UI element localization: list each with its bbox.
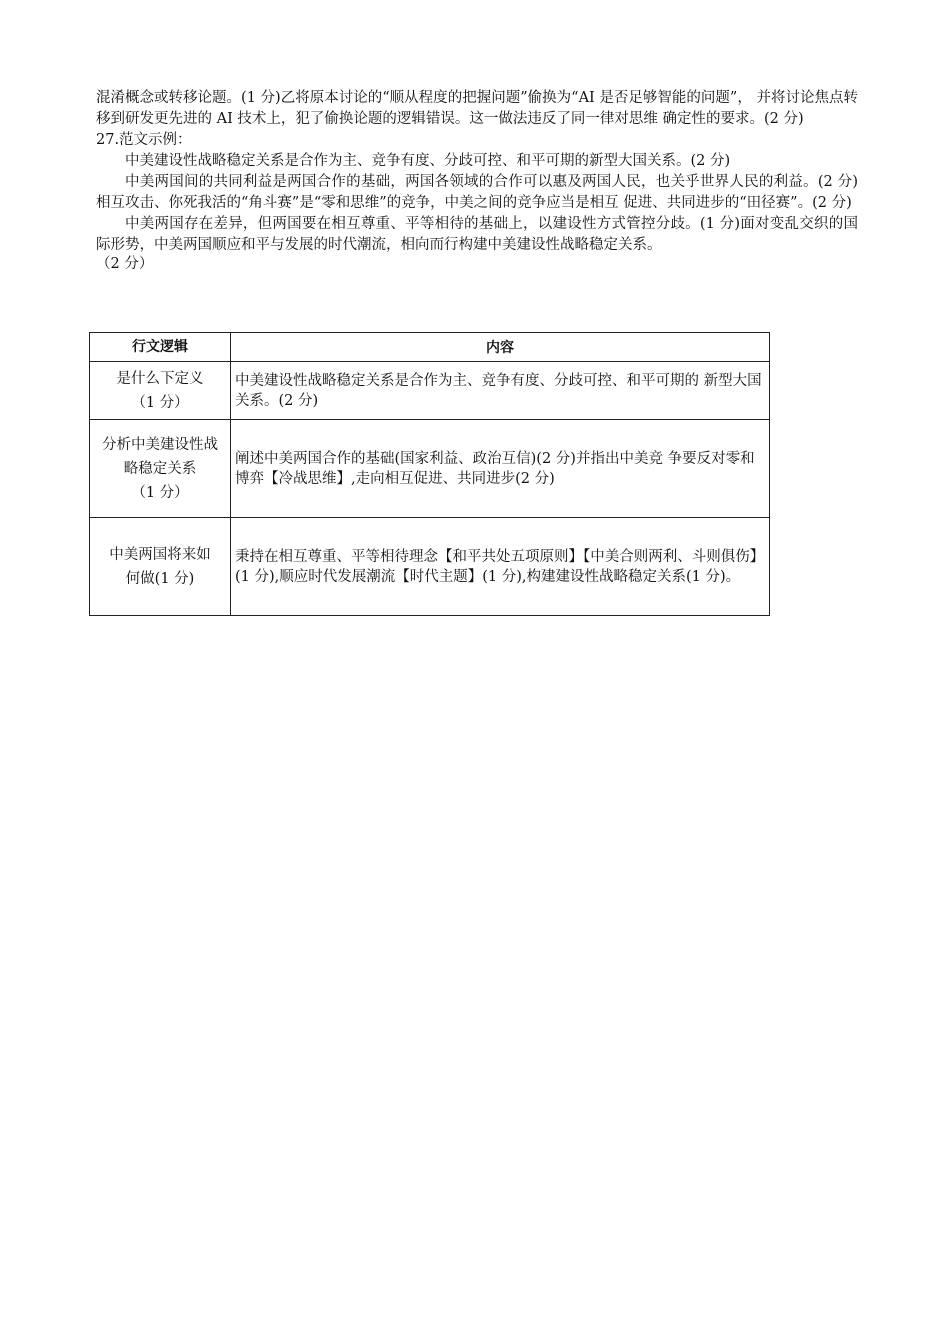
section-heading: 27.范文示例： xyxy=(96,132,192,148)
logic-text: 中美两国将来如 xyxy=(109,546,211,563)
logic-score: （1 分） xyxy=(131,484,189,501)
content-cell: 中美建设性战略稳定关系是合作为主、竞争有度、分歧可控、和平可期的 新型大国关系。(2 分) xyxy=(231,362,770,420)
logic-cell xyxy=(90,362,231,420)
content-cell: 秉持在相互尊重、平等相待理念【和平共处五项原则】【中美合则两利、斗则俱伤】(1 分),顺应时代发展潮流【时代主题】(1 分),构建建设性战略稳定关系(1 分)。 xyxy=(231,518,770,616)
essay-paragraph-3: 中美两国存在差异，但两国要在相互尊重、平等相待的基础上，以建设性方式管控分歧。(1 分)面对变乱交织的国际形势，中美两国顺应和平与发展的时代潮流，相向而行构建中美建设性战略稳定关系。 xyxy=(96,216,858,253)
table-row xyxy=(90,420,770,518)
table-row xyxy=(90,362,770,420)
logic-table xyxy=(89,332,770,616)
intro-paragraph: 混淆概念或转移论题。(1 分)乙将原本讨论的“顺从程度的把握问题”偷换为“AI 是否足够智能的问题”， 并将讨论焦点转移到研发更先进的 AI 技术上，犯了偷换论题的逻辑错误。这一做法违反了同一律对思维 确定性的要求。(2 分) xyxy=(96,90,858,127)
logic-cell xyxy=(90,420,231,518)
answer-page xyxy=(96,88,858,272)
table-header-row xyxy=(90,333,770,362)
logic-cell xyxy=(90,518,231,616)
logic-text: 何做(1 分) xyxy=(125,570,195,587)
trailing-score: （2 分） xyxy=(96,256,154,272)
table-row xyxy=(90,518,770,616)
logic-score: （1 分） xyxy=(131,394,189,411)
essay-paragraph-2: 中美两国间的共同利益是两国合作的基础，两国各领域的合作可以惠及两国人民，也关乎世界人民的利益。(2 分)相互攻击、你死我活的“角斗赛”是“零和思维”的竞争，中美之间的竞争应当是相互 促进、共同进步的“田径赛”。(2 分) xyxy=(96,174,858,211)
logic-text: 略稳定关系 xyxy=(123,460,197,477)
essay-paragraph-1: 中美建设性战略稳定关系是合作为主、竞争有度、分歧可控、和平可期的新型大国关系。(2 分) xyxy=(125,153,731,169)
header-logic: 行文逻辑 xyxy=(90,333,231,362)
header-content: 内容 xyxy=(231,333,770,362)
content-cell: 阐述中美两国合作的基础(国家利益、政治互信)(2 分)并指出中美竞 争要反对零和博弈【冷战思维】,走向相互促进、共同进步(2 分) xyxy=(231,420,770,518)
logic-text: 分析中美建设性战 xyxy=(102,436,218,453)
logic-text: 是什么下定义 xyxy=(116,370,204,387)
